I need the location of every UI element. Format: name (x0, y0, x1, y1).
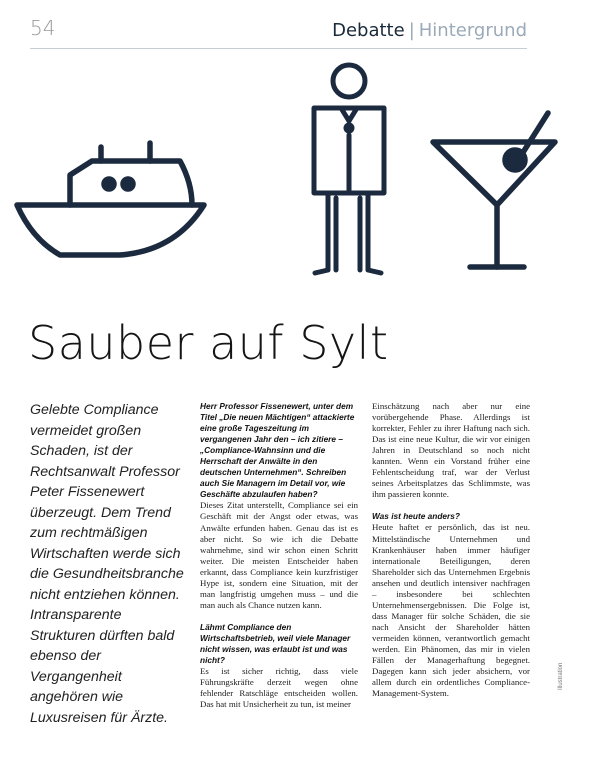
subsection-label: Hintergrund (418, 20, 527, 41)
businessman-icon (314, 65, 384, 273)
yacht-icon (17, 143, 204, 255)
article-column-1 (200, 401, 358, 710)
question-3: Was ist heute anders? (372, 511, 460, 522)
answer-2-part-2: Einschätzung nach aber nur eine vorübergehende Phase. Allerdings ist korrekter, Fehler zu ihrer Haftung nach sich. Das ist eine neue Kultur, die wir vor einigen Jahren in Deutschland so noch nicht kannten. Wenn ein Vorstand früher eine Fehlentscheidung traf, war der Verlust seines Arbeitsplatzes das Schlimmste, was ihm passieren konnte. (372, 401, 530, 500)
header-divider: | (408, 20, 415, 41)
illustration (0, 55, 589, 295)
headline: Sauber auf Sylt (28, 316, 389, 370)
answer-1: Dieses Zitat unterstellt, Compliance sei ein Geschäft mit der Angst oder etwas, was Anwälte erfunden haben. Genau das ist es aber nicht. So wie ich die Debatte wahrnehme, sind wir schon einen Schritt weiter. Die meisten Entscheider haben erkannt, dass Compliance kein kurzfristiger Hype ist, sondern eine Situation, mit der man langfristig umgehen muss – und die man auch als Chance nutzen kann. (200, 500, 358, 610)
question-1: Herr Professor Fissenewert, unter dem Titel „Die neuen Mächtigen“ attackierte eine große Tageszeitung im vergangenen Jahr den – ich zitiere – „Compliance-Wahnsinn und die Herrschaft der Anwälte in den deutschen Unternehmen“. Schreiben auch Sie Managern im Detail vor, wie Geschäfte abzulaufen haben? (200, 401, 355, 500)
cocktail-glass-icon (433, 113, 555, 267)
lead-paragraph: Gelebte Compliance vermeidet großen Schaden, ist der Rechtsanwalt Professor Peter Fissenewert überzeugt. Dem Trend zum rechtmäßigen Wirtschaften werde sich die Gesundheitsbranche nicht entziehen können. Intransparente Strukturen dürften bald ebenso der Vergangenheit angehören wie Luxusreisen für Ärzte. (30, 402, 184, 726)
question-2: Lähmt Compliance den Wirtschaftsbetrieb, weil viele Manager nicht wissen, was erlaubt ist und was nicht? (200, 621, 351, 666)
header-rule (30, 48, 527, 49)
photo-credit: Illustration (558, 662, 564, 690)
section-label: Debatte (332, 20, 405, 41)
answer-2-part-1: Es ist sicher richtig, dass viele Führungskräfte derzeit wegen ohne fehlender Ratschläge entscheiden wollen. Das hat mit Unsicherheit zu tun, ist meiner (200, 666, 358, 710)
running-header (332, 20, 527, 41)
article-column-2 (372, 401, 530, 699)
page-number: 54 (30, 16, 56, 40)
answer-3: Heute haftet er persönlich, das ist neu. Mittelständische Unternehmen und Krankenhäuser haben immer häufiger internationale Beteiligungen, deren Shareholder sich das Unternehmen Ergebnis ansehen und deutlich intensiver nachfragen – insbesondere bei schlechten Unternehmensergebnissen. Die Folge ist, dass Manager für solche Schäden, die sie nach Ansicht der Shareholder hätten vermeiden können, verantwortlich gemacht werden. Ein Phänomen, das mir in vielen Fällen der Managerhaftung begegnet. Dagegen kann sich jeder absichern, vor allem durch ein ordentliches Compliance-Management-System. (372, 522, 530, 699)
